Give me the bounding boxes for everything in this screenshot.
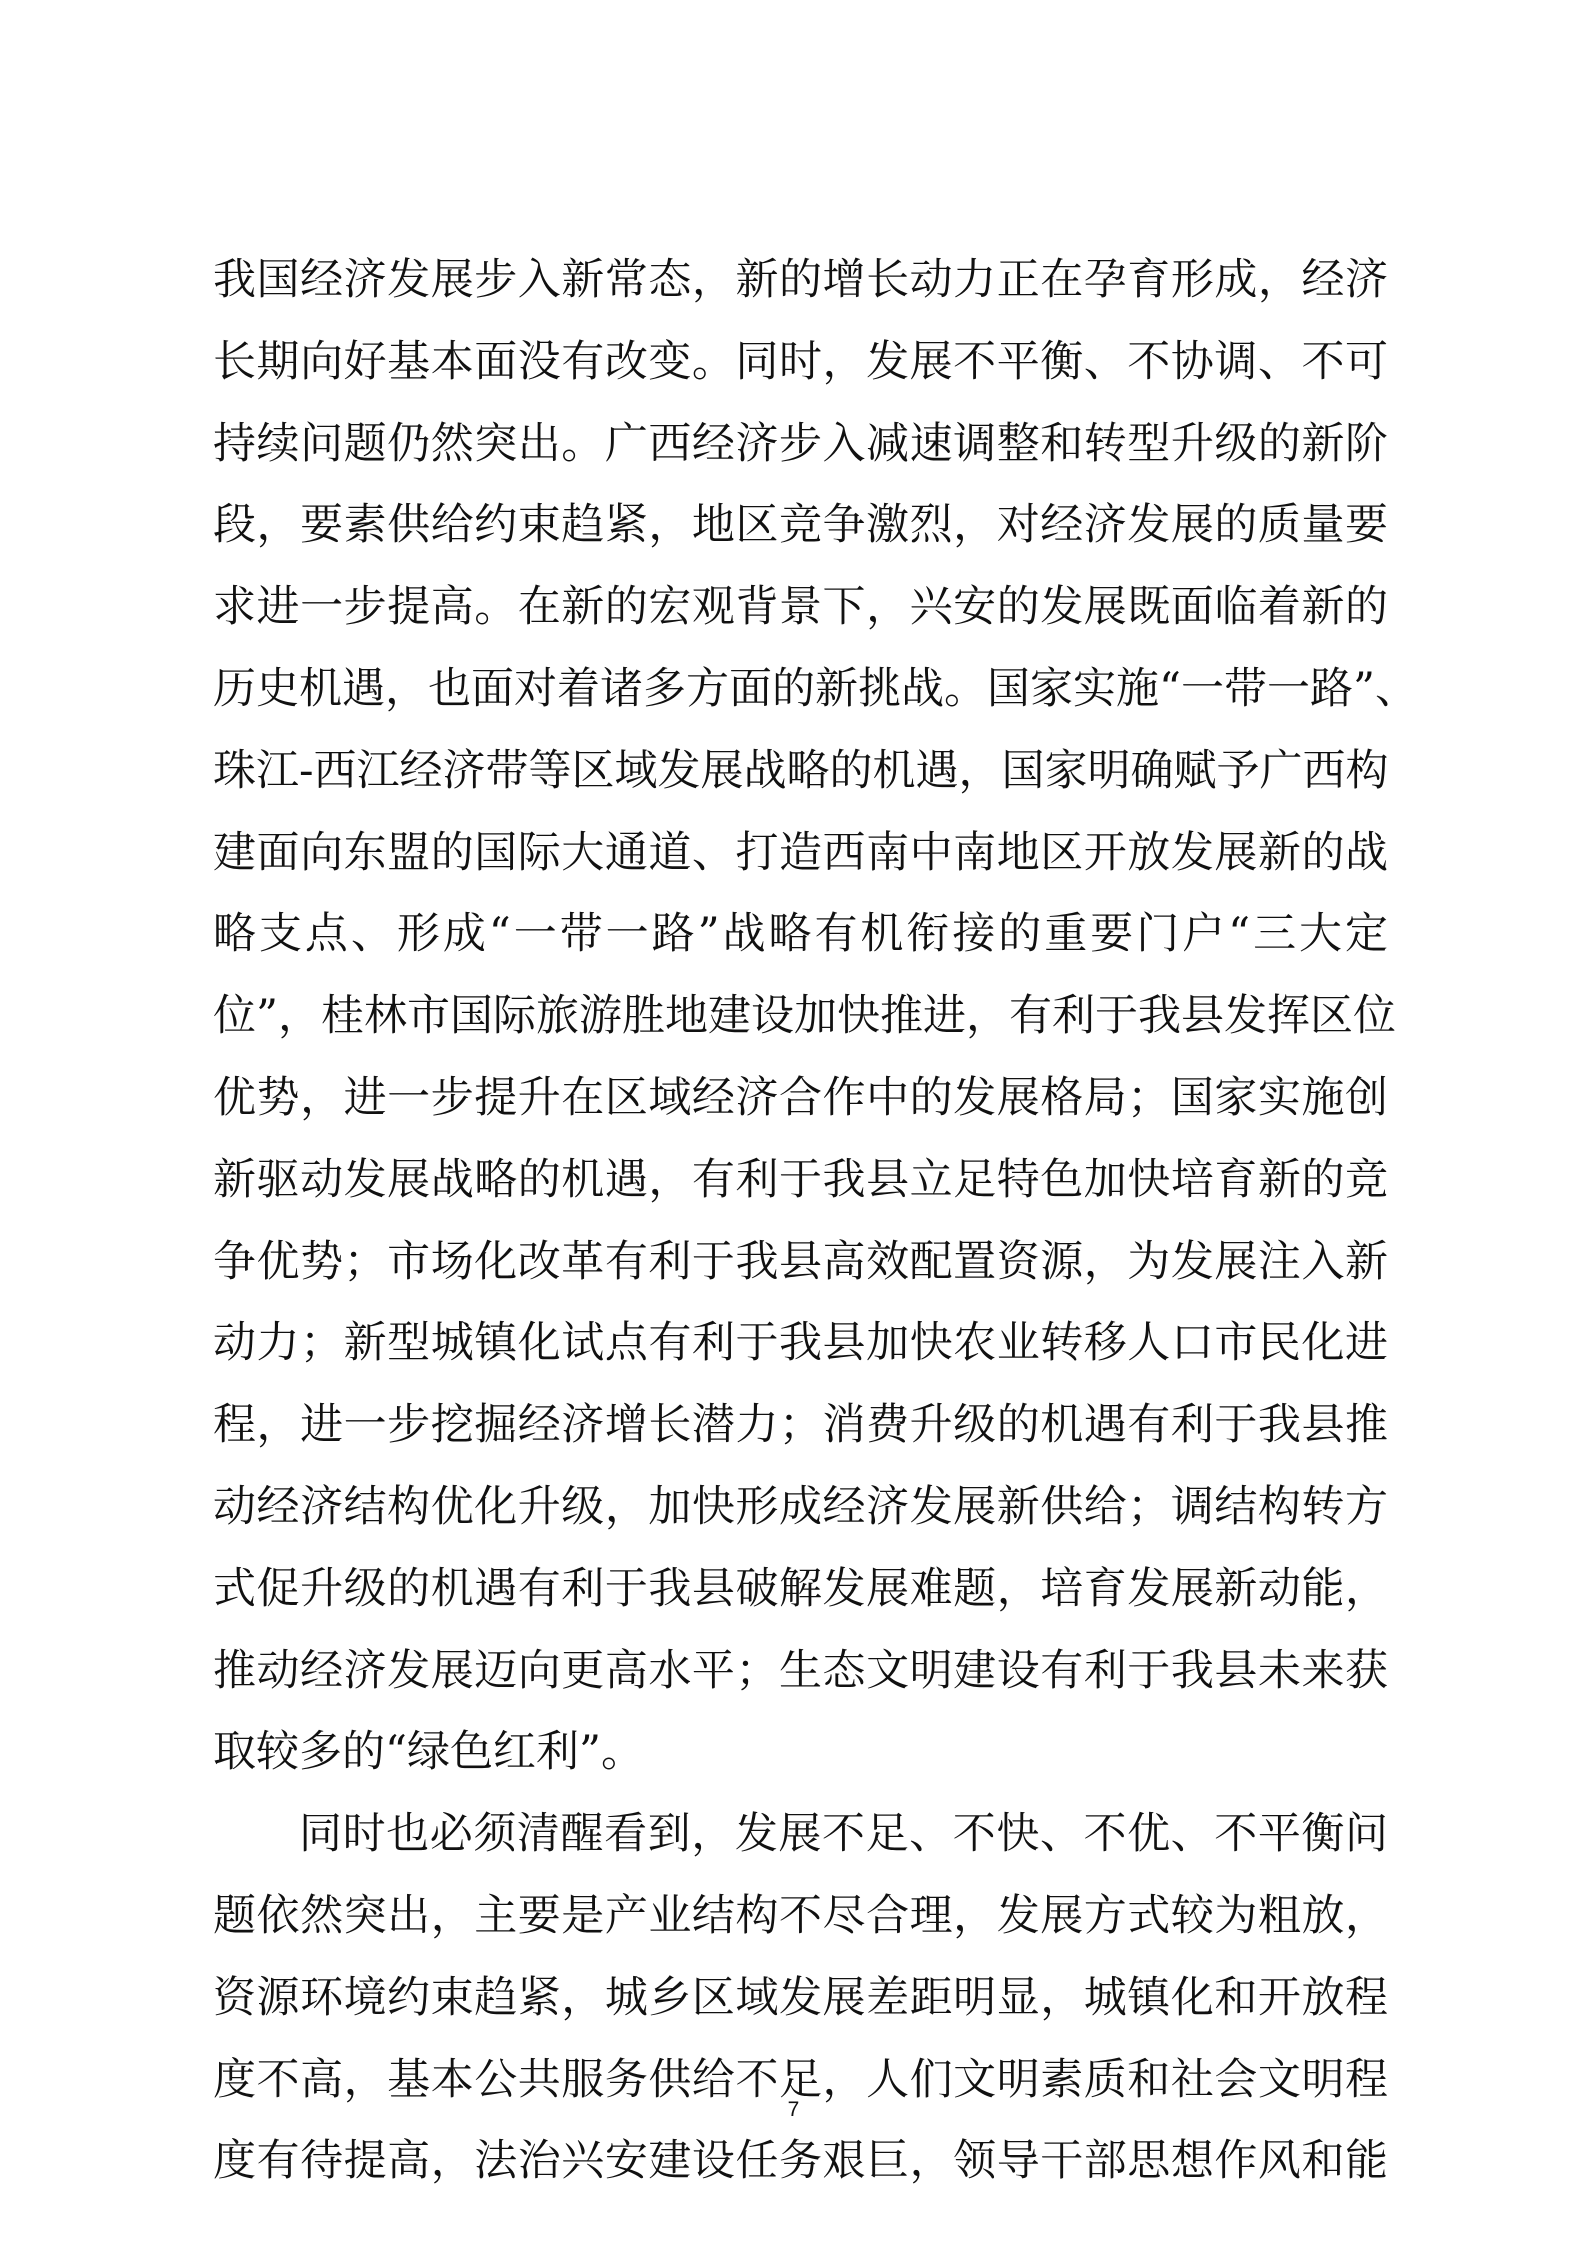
- body-text: [213, 240, 1418, 2203]
- text-line: 优势，进一步提升在区域经济合作中的发展格局；国家实施创: [213, 1072, 1388, 1123]
- text-line: 度不高，基本公共服务供给不足，人们文明素质和社会文明程: [213, 2054, 1388, 2105]
- paragraph-opportunities: [213, 240, 1418, 1794]
- text-line: 取较多的“绿色红利”。: [213, 1727, 644, 1778]
- text-line: 争优势；市场化改革有利于我县高效配置资源，为发展注入新: [213, 1236, 1388, 1287]
- text-line: 求进一步提高。在新的宏观背景下，兴安的发展既面临着新的: [213, 582, 1388, 633]
- text-line: 度有待提高，法治兴安建设任务艰巨，领导干部思想作风和能: [213, 2136, 1388, 2187]
- text-line: 长期向好基本面没有改变。同时，发展不平衡、不协调、不可: [213, 336, 1388, 387]
- text-line: 位”，桂林市国际旅游胜地建设加快推进，有利于我县发挥区位: [213, 991, 1396, 1042]
- text-line: 动力；新型城镇化试点有利于我县加快农业转移人口市民化进: [213, 1318, 1388, 1369]
- text-line: 历史机遇，也面对着诸多方面的新挑战。国家实施“一带一路”、: [213, 663, 1418, 714]
- text-line: 题依然突出，主要是产业结构不尽合理，发展方式较为粗放，: [213, 1890, 1388, 1941]
- page-number: 7: [787, 2098, 800, 2121]
- text-line: 持续问题仍然突出。广西经济步入减速调整和转型升级的新阶: [213, 418, 1388, 469]
- text-line: 段，要素供给约束趋紧，地区竞争激烈，对经济发展的质量要: [213, 500, 1388, 551]
- text-line: 式促升级的机遇有利于我县破解发展难题，培育发展新动能，: [213, 1563, 1388, 1614]
- text-line: 建面向东盟的国际大通道、打造西南中南地区开放发展新的战: [213, 827, 1388, 878]
- text-line: 推动经济发展迈向更高水平；生态文明建设有利于我县未来获: [213, 1645, 1388, 1696]
- text-line: 程，进一步挖掘经济增长潜力；消费升级的机遇有利于我县推: [213, 1400, 1388, 1451]
- text-line: 我国经济发展步入新常态，新的增长动力正在孕育形成，经济: [213, 255, 1388, 305]
- paragraph-challenges: [213, 1794, 1388, 2203]
- text-line: 同时也必须清醒看到，发展不足、不快、不优、不平衡问: [299, 1809, 1388, 1860]
- text-line: 资源环境约束趋紧，城乡区域发展差距明显，城镇化和开放程: [213, 1972, 1388, 2023]
- text-line: 珠江-西江经济带等区域发展战略的机遇，国家明确赋予广西构: [213, 745, 1389, 796]
- text-line: 动经济结构优化升级，加快形成经济发展新供给；调结构转方: [213, 1481, 1388, 1532]
- text-line: 新驱动发展战略的机遇，有利于我县立足特色加快培育新的竞: [213, 1154, 1388, 1205]
- text-line: 略支点、形成“一带一路”战略有机衔接的重要门户“三大定: [213, 909, 1388, 960]
